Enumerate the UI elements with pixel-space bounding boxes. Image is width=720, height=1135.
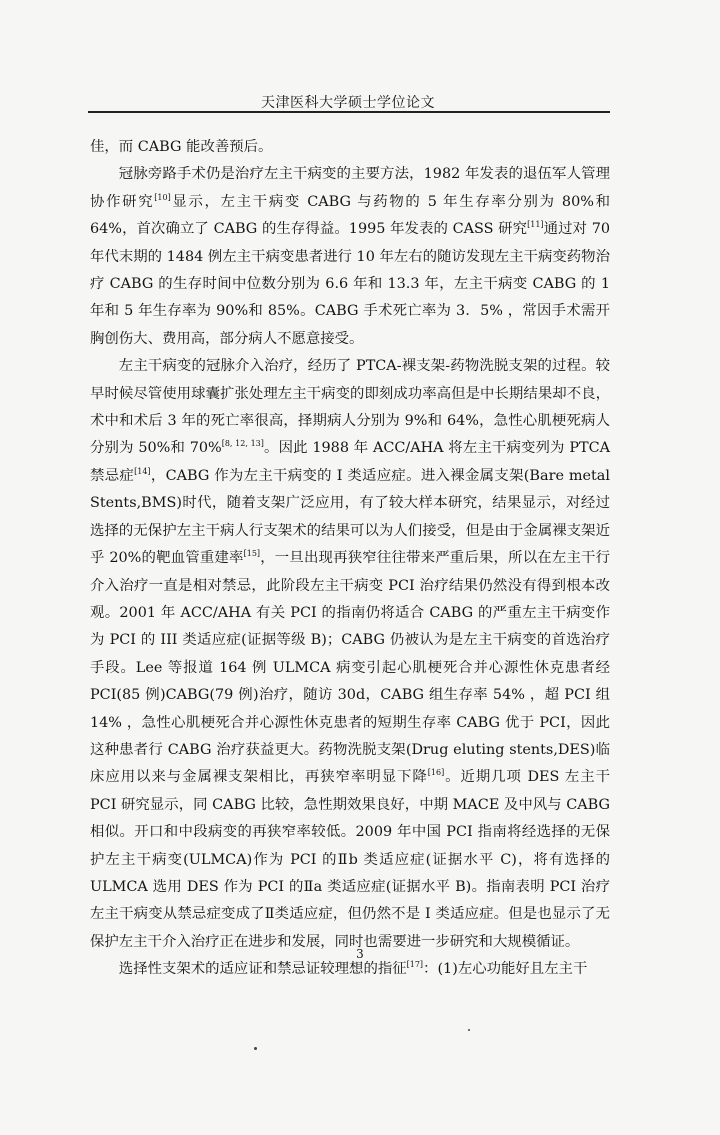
citation: [10]: [154, 192, 171, 202]
text-run: 左主干病变的冠脉介入治疗，经历了 PTCA-裸支架-药物洗脱支架的过程。较早时候尽管使用球囊扩张处理左主干病变的即刻成功率高但是中长期结果却不良，术中和术后 3 年的死亡率很高，择期病人分别为 9%和 64%，急性心肌梗死病人分别为 50%和 70%: [90, 358, 610, 457]
text-run: 冠脉旁路手术仍是治疗左主干病变的主要方法，1982 年发表的退伍军人管理协作研究: [90, 166, 610, 210]
scan-speck: [468, 1029, 470, 1031]
text-run: ，CABG 作为左主干病变的 I 类适应症。进入裸金属支架(Bare metal Stents,BMS)时代，随着支架广泛应用，有了较大样本研究，结果显示，对经过选择的无保护左主干病人行支架术的结果可以为人们接受，但是由于金属裸支架近乎 20%的靶血管重建率: [90, 467, 610, 567]
scan-speck: [254, 1047, 257, 1050]
text-run: ，一旦出现再狭窄往往带来严重后果，所以在左主干行介入治疗一直是相对禁忌，此阶段左主干病变 PCI 治疗结果仍然没有得到根本改观。2001 年 ACC/AHA 有关 PCI 的指南仍将适合 CABG 的严重左主干病变作为 PCI 的 III 类适应症(证据等级 B)；CABG 仍被认为是左主干病变的首选治疗手段。Lee 等报道 164 例 ULMCA 病变引起心肌梗死合并心源性休克患者经 PCI(85 例)CABG(79 例)治疗，随访 30d，CABG 组生存率 54% ，超 PCI 组 14% ，急性心肌梗死合并心源性休克患者的短期生存率 CABG 优于 PCI，因此这种患者行 CABG 治疗获益更大。药物洗脱支架(Drug eluting stents,DES)临床应用以来与金属裸支架相比，再狭窄率明显下降: [90, 550, 610, 786]
citation: [11]: [527, 220, 544, 230]
body-text: [90, 134, 610, 984]
paragraph: [90, 161, 610, 353]
header-rule: [88, 111, 610, 113]
paragraph: [90, 353, 610, 956]
text-run: 显示，左主干病变 CABG 与药物的 5 年生存率分别为 80%和 64%，首次确立了 CABG 的生存得益。1995 年发表的 CASS 研究: [90, 193, 610, 238]
citation: [16]: [427, 768, 445, 778]
text-run: 选择性支架术的适应证和禁忌证较理想的指征: [118, 961, 407, 978]
page-number: 3: [356, 947, 364, 961]
running-header: 天津医科大学硕士学位论文: [261, 95, 435, 111]
citation: [8, 12, 13]: [221, 439, 264, 449]
paragraph: [90, 134, 610, 161]
text-run: 佳，而 CABG 能改善预后。: [90, 139, 273, 155]
citation: [17]: [406, 960, 424, 970]
text-run: 。近期几项 DES 左主干 PCI 研究显示，同 CABG 比较，急性期效果良好，中期 MACE 及中风与 CABG 相似。开口和中段病变的再狭窄率较低。2009 年中国 PCI 指南将经选择的无保护左主干病变(ULMCA)作为 PCI 的Ⅱb 类适应症(证据水平 C)，将有选择的 ULMCA 选用 DES 作为 PCI 的Ⅱa 类适应症(证据水平 B)。指南表明 PCI 治疗左主干病变从禁忌症变成了Ⅱ类适应症，但仍然不是 I 类适应症。但是也显示了无保护左主干介入治疗正在进步和发展，同时也需要进一步研究和大规模循证。: [90, 769, 610, 950]
text-run: 。因此 1988 年 ACC/AHA 将左主干病变列为 PTCA 禁忌症: [90, 440, 611, 484]
text-run: 通过对 70 年代末期的 1484 例左主干病变患者进行 10 年左右的随访发现左主干病变药物治疗 CABG 的生存时间中位数分别为 6.6 年和 13.3 年，左主干病变 CABG 的 1 年和 5 年生存率为 90%和 85%。CABG 手术死亡率为 3．5% ，常因手术需开胸创伤大、费用高，部分病人不愿意接受。: [90, 221, 611, 347]
citation: [14]: [134, 466, 151, 476]
text-run: ：(1)左心功能好且左主干: [423, 961, 588, 978]
citation: [15]: [243, 549, 261, 559]
